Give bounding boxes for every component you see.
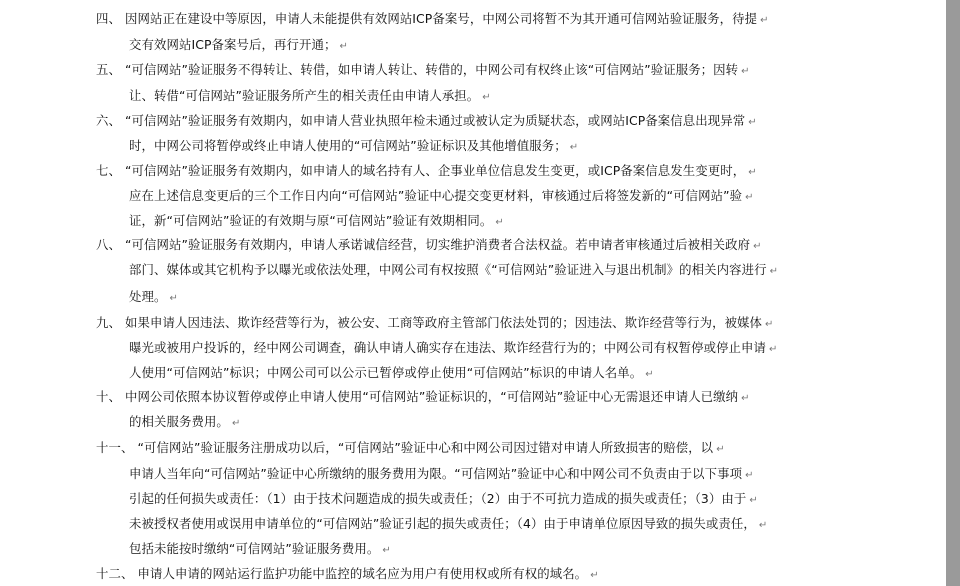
clause-10-line-2: 的相关服务费用。 ↵ — [129, 414, 241, 429]
clause-6-line-2: 时，中网公司将暂停或终止申请人使用的“可信网站”验证标识及其他增值服务； ↵ — [129, 138, 579, 153]
clause-7-line-1: 七、 “可信网站”验证服务有效期内，如申请人的域名持有人、企事业单位信息发生变更，或ICP备案信息发生变更时， ↵ — [96, 163, 757, 178]
clause-5-line-2: 让、转借“可信网站”验证服务所产生的相关责任由申请人承担。 ↵ — [129, 88, 491, 103]
clause-7-line-2: 应在上述信息变更后的三个工作日内向“可信网站”验证中心提交变更材料，审核通过后将签发新的“可信网站”验 ↵ — [129, 188, 754, 203]
clause-9-line-1: 九、 如果申请人因违法、欺诈经营等行为，被公安、工商等政府主管部门依法处罚的；因违法、欺诈经营等行为，被媒体 ↵ — [96, 315, 774, 330]
clause-4-line-1: 四、 因网站正在建设中等原因，申请人未能提供有效网站ICP备案号，中网公司将暂不为其开通可信网站验证服务，待提 ↵ — [96, 11, 769, 26]
clause-9-line-2: 曝光或被用户投诉的，经中网公司调查，确认申请人确实存在违法、欺诈经营行为的；中网公司有权暂停或停止申请 ↵ — [129, 340, 778, 355]
clause-12-line-1: 十二、 申请人申请的网站运行监护功能中监控的域名应为用户有使用权或所有权的域名。 ↵ — [96, 566, 599, 581]
clause-4-line-2: 交有效网站ICP备案号后，再行开通； ↵ — [129, 37, 348, 52]
clause-11-line-1: 十一、 “可信网站”验证服务注册成功以后，“可信网站”验证中心和中网公司因过错对申请人所致损害的赔偿，以 ↵ — [96, 440, 725, 455]
clause-8-line-2: 部门、媒体或其它机构予以曝光或依法处理，中网公司有权按照《“可信网站”验证进入与退出机制》的相关内容进行 ↵ — [129, 262, 779, 277]
clause-6-line-1: 六、 “可信网站”验证服务有效期内，如申请人营业执照年检未通过或被认定为质疑状态，或网站ICP备案信息出现异常 ↵ — [96, 113, 757, 128]
clause-9-line-3: 人使用“可信网站”标识；中网公司可以公示已暂停或停止使用“可信网站”标识的申请人名单。 ↵ — [129, 365, 654, 380]
clause-10-line-1: 十、 中网公司依照本协议暂停或停止申请人使用“可信网站”验证标识的，“可信网站”验证中心无需退还申请人已缴纳 ↵ — [96, 389, 750, 404]
clause-11-line-4: 未被授权者使用或误用申请单位的“可信网站”验证引起的损失或责任；（4）由于申请单位原因导致的损失或责任， ↵ — [129, 516, 768, 531]
clause-11-line-3: 引起的任何损失或责任：（1）由于技术问题造成的损失或责任；（2）由于不可抗力造成的损失或责任；（3）由于 ↵ — [129, 491, 758, 506]
workspace-margin — [946, 0, 960, 586]
clause-11-line-5: 包括未能按时缴纳“可信网站”验证服务费用。 ↵ — [129, 541, 391, 556]
clause-5-line-1: 五、 “可信网站”验证服务不得转让、转借，如申请人转让、转借的，中网公司有权终止该“可信网站”验证服务；因转 ↵ — [96, 62, 750, 77]
clause-11-line-2: 申请人当年向“可信网站”验证中心所缴纳的服务费用为限。“可信网站”验证中心和中网公司不负责由于以下事项 ↵ — [129, 466, 754, 481]
clause-7-line-3: 证，新“可信网站”验证的有效期与原“可信网站”验证有效期相同。 ↵ — [129, 213, 504, 228]
clause-8-line-1: 八、 “可信网站”验证服务有效期内，申请人承诺诚信经营，切实维护消费者合法权益。若申请者审核通过后被相关政府 ↵ — [96, 237, 762, 252]
clause-8-line-3: 处理。 ↵ — [129, 289, 178, 304]
